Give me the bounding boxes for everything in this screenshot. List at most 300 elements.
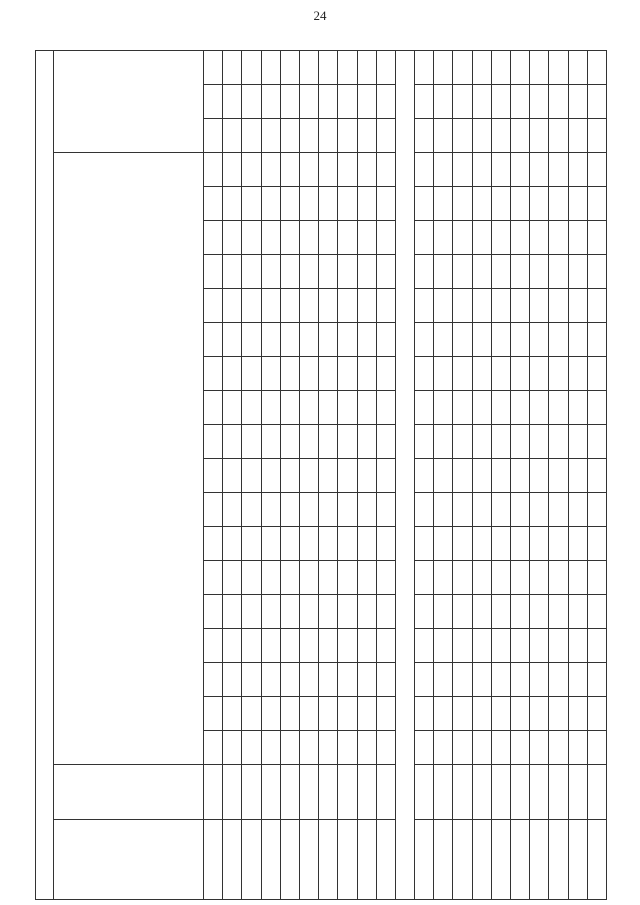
value-cell bbox=[415, 357, 434, 391]
value-cell bbox=[280, 595, 299, 629]
value-cell bbox=[568, 255, 587, 289]
crop-type-cell bbox=[338, 765, 357, 820]
value-cell bbox=[453, 493, 472, 527]
value-cell bbox=[587, 493, 606, 527]
value-cell bbox=[204, 629, 223, 663]
value-cell bbox=[587, 255, 606, 289]
table-row bbox=[204, 50, 223, 899]
value-cell bbox=[549, 731, 568, 765]
value-cell bbox=[491, 50, 510, 84]
value-cell bbox=[376, 527, 395, 561]
value-cell bbox=[434, 561, 453, 595]
value-cell bbox=[376, 119, 395, 153]
value-cell bbox=[453, 50, 472, 84]
value-cell bbox=[434, 187, 453, 221]
value-cell bbox=[357, 119, 376, 153]
value-cell bbox=[434, 119, 453, 153]
value-cell bbox=[280, 731, 299, 765]
value-cell bbox=[280, 119, 299, 153]
value-cell bbox=[338, 731, 357, 765]
crop-group-cell bbox=[357, 820, 376, 900]
value-cell bbox=[242, 493, 261, 527]
value-cell bbox=[568, 85, 587, 119]
value-cell bbox=[568, 391, 587, 425]
value-cell bbox=[280, 697, 299, 731]
value-cell bbox=[549, 425, 568, 459]
value-cell bbox=[261, 50, 280, 84]
crop-group-cell bbox=[434, 820, 453, 900]
value-cell bbox=[338, 595, 357, 629]
value-cell bbox=[415, 187, 434, 221]
value-cell bbox=[299, 255, 318, 289]
crop-group-cell bbox=[280, 820, 299, 900]
value-cell bbox=[299, 85, 318, 119]
crop-type-cell bbox=[204, 765, 223, 820]
value-cell bbox=[299, 391, 318, 425]
value-cell bbox=[472, 289, 491, 323]
crop-type-cell bbox=[491, 765, 510, 820]
crop-group-cell bbox=[299, 820, 318, 900]
value-cell bbox=[415, 561, 434, 595]
value-cell bbox=[415, 629, 434, 663]
value-cell bbox=[587, 425, 606, 459]
value-cell bbox=[491, 629, 510, 663]
value-cell bbox=[376, 731, 395, 765]
crop-type-cell bbox=[453, 765, 472, 820]
value-cell bbox=[261, 561, 280, 595]
crop-type-cell bbox=[319, 765, 338, 820]
value-cell bbox=[472, 221, 491, 255]
value-cell bbox=[338, 561, 357, 595]
value-cell bbox=[434, 629, 453, 663]
value-cell bbox=[511, 595, 530, 629]
value-cell bbox=[261, 391, 280, 425]
value-cell bbox=[223, 561, 242, 595]
value-cell bbox=[434, 323, 453, 357]
value-cell bbox=[242, 119, 261, 153]
value-cell bbox=[338, 697, 357, 731]
value-cell bbox=[568, 187, 587, 221]
value-cell bbox=[568, 697, 587, 731]
value-cell bbox=[357, 289, 376, 323]
value-cell bbox=[299, 493, 318, 527]
value-cell bbox=[434, 527, 453, 561]
value-cell bbox=[415, 255, 434, 289]
value-cell bbox=[261, 493, 280, 527]
value-cell bbox=[434, 663, 453, 697]
value-cell bbox=[280, 527, 299, 561]
value-cell bbox=[587, 731, 606, 765]
value-cell bbox=[223, 187, 242, 221]
value-cell bbox=[242, 187, 261, 221]
value-cell bbox=[511, 697, 530, 731]
value-cell bbox=[280, 289, 299, 323]
value-cell bbox=[491, 153, 510, 187]
rotated-table-sheet bbox=[35, 50, 607, 900]
value-cell bbox=[415, 493, 434, 527]
value-cell bbox=[472, 731, 491, 765]
value-cell bbox=[491, 561, 510, 595]
value-cell bbox=[511, 85, 530, 119]
value-cell bbox=[357, 697, 376, 731]
table-row bbox=[319, 50, 338, 899]
value-cell bbox=[491, 221, 510, 255]
value-cell bbox=[376, 187, 395, 221]
value-cell bbox=[319, 561, 338, 595]
section-label bbox=[395, 50, 414, 899]
value-cell bbox=[223, 527, 242, 561]
value-cell bbox=[568, 323, 587, 357]
value-cell bbox=[319, 663, 338, 697]
value-cell bbox=[415, 50, 434, 84]
value-cell bbox=[204, 493, 223, 527]
value-cell bbox=[204, 85, 223, 119]
crop-type-cell bbox=[299, 765, 318, 820]
value-cell bbox=[549, 153, 568, 187]
value-cell bbox=[587, 459, 606, 493]
value-cell bbox=[319, 323, 338, 357]
value-cell bbox=[242, 50, 261, 84]
value-cell bbox=[299, 527, 318, 561]
value-cell bbox=[472, 391, 491, 425]
value-cell bbox=[453, 221, 472, 255]
value-cell bbox=[587, 187, 606, 221]
crop-type-cell bbox=[530, 765, 549, 820]
value-cell bbox=[242, 629, 261, 663]
value-cell bbox=[204, 731, 223, 765]
value-cell bbox=[530, 731, 549, 765]
value-cell bbox=[280, 459, 299, 493]
value-cell bbox=[338, 85, 357, 119]
value-cell bbox=[549, 663, 568, 697]
value-cell bbox=[434, 153, 453, 187]
value-cell bbox=[223, 595, 242, 629]
value-cell bbox=[319, 697, 338, 731]
value-cell bbox=[511, 50, 530, 84]
value-cell bbox=[338, 187, 357, 221]
crop-group-cell bbox=[223, 820, 242, 900]
value-cell bbox=[357, 255, 376, 289]
value-cell bbox=[453, 187, 472, 221]
value-cell bbox=[319, 459, 338, 493]
crop-type-cell bbox=[415, 765, 434, 820]
value-cell bbox=[280, 255, 299, 289]
value-cell bbox=[434, 425, 453, 459]
crop-group-cell bbox=[568, 820, 587, 900]
value-cell bbox=[223, 493, 242, 527]
value-cell bbox=[280, 153, 299, 187]
value-cell bbox=[415, 425, 434, 459]
value-cell bbox=[415, 153, 434, 187]
value-cell bbox=[530, 255, 549, 289]
value-cell bbox=[261, 221, 280, 255]
value-cell bbox=[453, 119, 472, 153]
table-row bbox=[511, 50, 530, 899]
value-cell bbox=[453, 255, 472, 289]
value-cell bbox=[357, 323, 376, 357]
value-cell bbox=[338, 527, 357, 561]
value-cell bbox=[491, 119, 510, 153]
value-cell bbox=[223, 391, 242, 425]
value-cell bbox=[530, 561, 549, 595]
rate-table bbox=[35, 50, 607, 900]
value-cell bbox=[491, 323, 510, 357]
value-cell bbox=[491, 255, 510, 289]
value-cell bbox=[299, 561, 318, 595]
crop-group-cell bbox=[261, 820, 280, 900]
value-cell bbox=[357, 527, 376, 561]
value-cell bbox=[453, 663, 472, 697]
value-cell bbox=[357, 561, 376, 595]
value-cell bbox=[587, 391, 606, 425]
value-cell bbox=[319, 731, 338, 765]
value-cell bbox=[319, 493, 338, 527]
value-cell bbox=[549, 561, 568, 595]
value-cell bbox=[204, 595, 223, 629]
value-cell bbox=[530, 153, 549, 187]
value-cell bbox=[299, 221, 318, 255]
value-cell bbox=[376, 663, 395, 697]
value-cell bbox=[204, 187, 223, 221]
value-cell bbox=[568, 493, 587, 527]
value-cell bbox=[511, 289, 530, 323]
value-cell bbox=[453, 459, 472, 493]
value-cell bbox=[280, 391, 299, 425]
value-cell bbox=[261, 459, 280, 493]
table-row bbox=[472, 50, 491, 899]
value-cell bbox=[319, 187, 338, 221]
value-cell bbox=[491, 391, 510, 425]
value-cell bbox=[357, 731, 376, 765]
value-cell bbox=[280, 629, 299, 663]
value-cell bbox=[549, 357, 568, 391]
value-cell bbox=[511, 153, 530, 187]
value-cell bbox=[511, 527, 530, 561]
value-cell bbox=[491, 187, 510, 221]
value-cell bbox=[549, 323, 568, 357]
value-cell bbox=[204, 459, 223, 493]
value-cell bbox=[491, 85, 510, 119]
value-cell bbox=[434, 50, 453, 84]
value-cell bbox=[549, 595, 568, 629]
value-cell bbox=[261, 629, 280, 663]
value-cell bbox=[319, 221, 338, 255]
value-cell bbox=[530, 357, 549, 391]
value-cell bbox=[299, 153, 318, 187]
value-cell bbox=[299, 323, 318, 357]
value-cell bbox=[242, 697, 261, 731]
value-cell bbox=[434, 85, 453, 119]
value-cell bbox=[453, 697, 472, 731]
value-cell bbox=[242, 289, 261, 323]
value-cell bbox=[453, 595, 472, 629]
value-cell bbox=[319, 527, 338, 561]
value-cell bbox=[376, 595, 395, 629]
value-cell bbox=[434, 391, 453, 425]
table-row bbox=[530, 50, 549, 899]
value-cell bbox=[568, 221, 587, 255]
value-cell bbox=[472, 85, 491, 119]
value-cell bbox=[261, 357, 280, 391]
value-cell bbox=[568, 663, 587, 697]
value-cell bbox=[280, 663, 299, 697]
value-cell bbox=[280, 221, 299, 255]
value-cell bbox=[376, 459, 395, 493]
value-cell bbox=[299, 595, 318, 629]
value-cell bbox=[511, 425, 530, 459]
value-cell bbox=[223, 289, 242, 323]
value-cell bbox=[204, 663, 223, 697]
value-cell bbox=[338, 221, 357, 255]
value-cell bbox=[261, 85, 280, 119]
value-cell bbox=[338, 629, 357, 663]
crop-type-cell bbox=[587, 765, 606, 820]
crop-group-cell bbox=[204, 820, 223, 900]
value-cell bbox=[223, 663, 242, 697]
crop-group-cell bbox=[549, 820, 568, 900]
value-cell bbox=[357, 391, 376, 425]
crop-type-cell bbox=[261, 765, 280, 820]
value-cell bbox=[319, 425, 338, 459]
value-cell bbox=[453, 357, 472, 391]
value-cell bbox=[587, 221, 606, 255]
value-cell bbox=[280, 187, 299, 221]
value-cell bbox=[568, 50, 587, 84]
value-cell bbox=[472, 561, 491, 595]
value-cell bbox=[242, 357, 261, 391]
value-cell bbox=[242, 527, 261, 561]
value-cell bbox=[549, 221, 568, 255]
value-cell bbox=[587, 595, 606, 629]
value-cell bbox=[223, 255, 242, 289]
value-cell bbox=[530, 50, 549, 84]
value-cell bbox=[376, 289, 395, 323]
value-cell bbox=[204, 391, 223, 425]
value-cell bbox=[223, 425, 242, 459]
value-cell bbox=[280, 425, 299, 459]
value-cell bbox=[530, 289, 549, 323]
value-cell bbox=[549, 289, 568, 323]
value-cell bbox=[319, 85, 338, 119]
value-cell bbox=[338, 391, 357, 425]
value-cell bbox=[491, 527, 510, 561]
value-cell bbox=[415, 595, 434, 629]
value-cell bbox=[587, 289, 606, 323]
crop-type-cell bbox=[472, 765, 491, 820]
value-cell bbox=[242, 153, 261, 187]
value-cell bbox=[299, 119, 318, 153]
value-cell bbox=[357, 629, 376, 663]
value-cell bbox=[415, 697, 434, 731]
value-cell bbox=[568, 561, 587, 595]
value-cell bbox=[511, 255, 530, 289]
value-cell bbox=[242, 459, 261, 493]
value-cell bbox=[261, 255, 280, 289]
section-row bbox=[395, 50, 414, 899]
value-cell bbox=[530, 595, 549, 629]
value-cell bbox=[434, 357, 453, 391]
value-cell bbox=[223, 50, 242, 84]
value-cell bbox=[204, 357, 223, 391]
value-cell bbox=[511, 357, 530, 391]
value-cell bbox=[530, 629, 549, 663]
table-row bbox=[376, 50, 395, 899]
page-number: 24 bbox=[313, 8, 327, 23]
value-cell bbox=[319, 391, 338, 425]
value-cell bbox=[453, 153, 472, 187]
value-cell bbox=[587, 119, 606, 153]
value-cell bbox=[491, 595, 510, 629]
crop-type-cell bbox=[242, 765, 261, 820]
value-cell bbox=[491, 459, 510, 493]
value-cell bbox=[376, 391, 395, 425]
value-cell bbox=[587, 50, 606, 84]
value-cell bbox=[357, 221, 376, 255]
value-cell bbox=[530, 697, 549, 731]
value-cell bbox=[491, 493, 510, 527]
value-cell bbox=[338, 289, 357, 323]
crop-type-cell bbox=[511, 765, 530, 820]
value-cell bbox=[587, 629, 606, 663]
value-cell bbox=[280, 493, 299, 527]
value-cell bbox=[453, 527, 472, 561]
value-cell bbox=[319, 50, 338, 84]
value-cell bbox=[511, 731, 530, 765]
value-cell bbox=[223, 221, 242, 255]
value-cell bbox=[280, 85, 299, 119]
value-cell bbox=[204, 323, 223, 357]
value-cell bbox=[357, 493, 376, 527]
value-cell bbox=[530, 119, 549, 153]
value-cell bbox=[357, 663, 376, 697]
value-cell bbox=[223, 697, 242, 731]
value-cell bbox=[223, 119, 242, 153]
value-cell bbox=[434, 731, 453, 765]
value-cell bbox=[242, 561, 261, 595]
value-cell bbox=[549, 119, 568, 153]
value-cell bbox=[549, 629, 568, 663]
value-cell bbox=[587, 697, 606, 731]
value-cell bbox=[376, 493, 395, 527]
value-cell bbox=[415, 119, 434, 153]
value-cell bbox=[299, 425, 318, 459]
crop-type-cell bbox=[280, 765, 299, 820]
crop-group-cell bbox=[338, 820, 357, 900]
value-cell bbox=[261, 595, 280, 629]
crop-group-cell bbox=[511, 820, 530, 900]
value-cell bbox=[530, 221, 549, 255]
value-cell bbox=[280, 323, 299, 357]
value-cell bbox=[568, 425, 587, 459]
value-cell bbox=[511, 663, 530, 697]
value-cell bbox=[549, 697, 568, 731]
value-cell bbox=[376, 425, 395, 459]
value-cell bbox=[453, 629, 472, 663]
value-cell bbox=[338, 323, 357, 357]
value-cell bbox=[587, 561, 606, 595]
value-cell bbox=[242, 255, 261, 289]
value-cell bbox=[587, 357, 606, 391]
value-cell bbox=[242, 595, 261, 629]
value-cell bbox=[299, 50, 318, 84]
value-cell bbox=[242, 85, 261, 119]
table-row bbox=[549, 50, 568, 899]
value-cell bbox=[204, 153, 223, 187]
table-title bbox=[36, 50, 54, 899]
value-cell bbox=[453, 425, 472, 459]
value-cell bbox=[223, 731, 242, 765]
value-cell bbox=[530, 663, 549, 697]
